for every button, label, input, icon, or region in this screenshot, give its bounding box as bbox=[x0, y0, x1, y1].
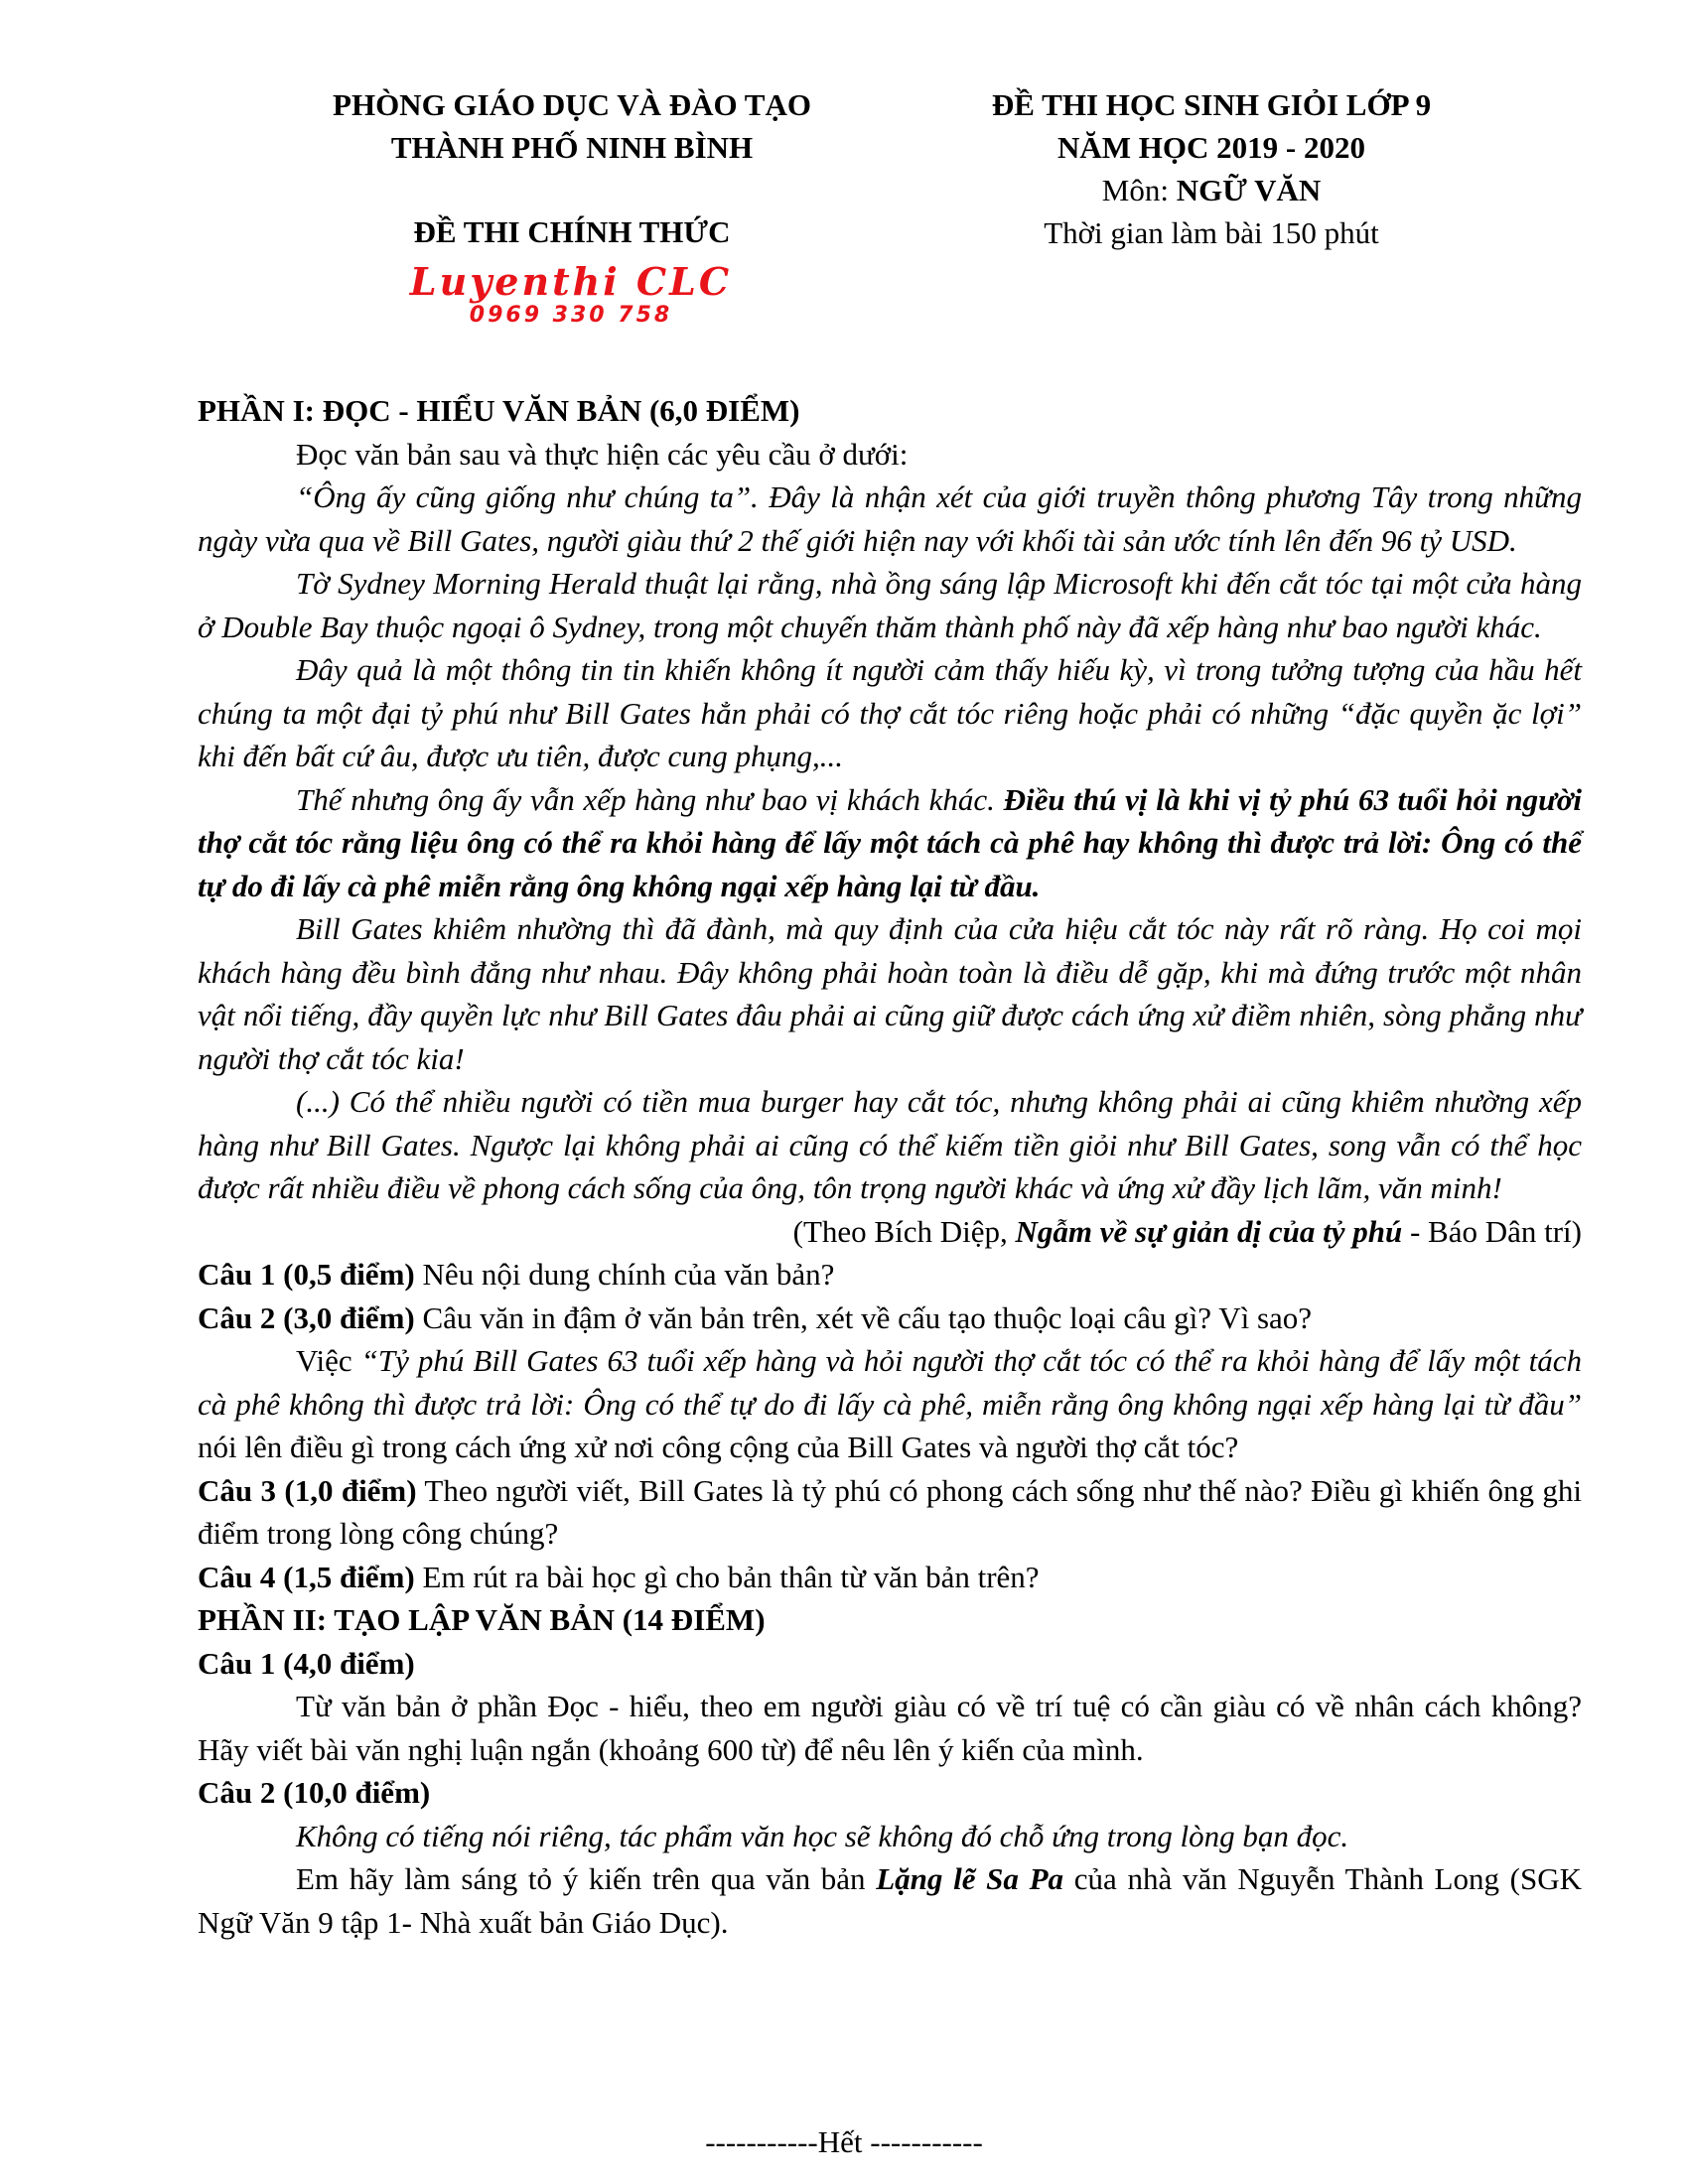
question-4-label: Câu 4 (1,5 điểm) bbox=[198, 1559, 415, 1594]
essay-2-label: Câu 2 (10,0 điểm) bbox=[198, 1775, 431, 1810]
question-3 bbox=[198, 1469, 1582, 1556]
passage-paragraph-4 bbox=[198, 778, 1582, 908]
essay-2-prompt bbox=[198, 1857, 1582, 1944]
question-2 bbox=[198, 1297, 1582, 1340]
question-3-label: Câu 3 (1,0 điểm) bbox=[198, 1472, 417, 1508]
logo-phone: 0969 330 758 bbox=[469, 303, 673, 328]
question-3-text: Theo người viết, Bill Gates là tỷ phú có phong cách sống như thế nào? Điều gì khiến ông ghi điểm trong lòng công chúng? bbox=[198, 1472, 1582, 1551]
essay-2-suffix: của nhà văn Nguyễn Thành Long (SGK Ngữ Văn 9 tập 1- Nhà xuất bản Giáo Dục). bbox=[198, 1861, 1582, 1940]
passage-4-plain: Thế nhưng ông ấy vẫn xếp hàng như bao vị khách khác. bbox=[296, 781, 1004, 817]
subject-name: NGỮ VĂN bbox=[1176, 173, 1322, 207]
essay-2-quote: Không có tiếng nói riêng, tác phẩm văn học sẽ không đó chỗ ứng trong lòng bạn đọc. bbox=[296, 1818, 1349, 1853]
question-4 bbox=[198, 1556, 1582, 1599]
question-2-text: Câu văn in đậm ở văn bản trên, xét về cấu tạo thuộc loại câu gì? Vì sao? bbox=[414, 1299, 1313, 1335]
header-left bbox=[294, 83, 850, 253]
source-prefix: (Theo Bích Diệp, bbox=[792, 1213, 1016, 1249]
question-1 bbox=[198, 1253, 1582, 1297]
subject-label: Môn: bbox=[1101, 173, 1177, 207]
part1-instruction: Đọc văn bản sau và thực hiện các yêu cầu ở dưới: bbox=[296, 436, 909, 472]
essay-1-label: Câu 1 (4,0 điểm) bbox=[198, 1645, 415, 1681]
passage-paragraph-5: Bill Gates khiêm nhường thì đã đành, mà quy định của cửa hiệu cắt tóc này rất rõ ràng. Họ coi mọi khách hàng đều bình đẳng như nhau. Đây không phải hoàn toàn là điều dễ gặp, khi mà đứng trước một nhân vật nổi tiếng, đầy quyền lực như Bill Gates đâu phải ai cũng giữ được cách ứng xử điềm nhiên, sòng phẳng như người thợ cắt tóc kia! bbox=[198, 911, 1582, 1076]
end-marker: -----------Hết ----------- bbox=[705, 2124, 983, 2159]
question-2b-quote: “Tỷ phú Bill Gates 63 tuổi xếp hàng và hỏi người thợ cắt tóc có thể ra khỏi hàng để lấy một tách cà phê không thì được trả lời: Ông có thể tự do đi lấy cà phê, miễn rằng ông không ngại xếp hàng lại từ đầu” bbox=[198, 1343, 1582, 1422]
exam-title: ĐỀ THI HỌC SINH GIỎI LỚP 9 bbox=[991, 87, 1432, 122]
official-exam-label: ĐỀ THI CHÍNH THỨC bbox=[413, 214, 731, 249]
school-year: NĂM HỌC 2019 - 2020 bbox=[1057, 130, 1365, 165]
essay-2-prefix: Em hãy làm sáng tỏ ý kiến trên qua văn bản bbox=[296, 1861, 877, 1896]
part1-heading: PHẦN I: ĐỌC - HIỂU VĂN BẢN (6,0 ĐIỂM) bbox=[198, 393, 800, 428]
passage-4-bold-sentence: Điều thú vị là khi vị tỷ phú 63 tuổi hỏi người thợ cắt tóc rằng liệu ông có thể ra khỏi hàng để lấy một tách cà phê hay không thì được trả lời: Ông có thể tự do đi lấy cà phê miễn rằng ông không ngại xếp hàng lại từ đầu. bbox=[198, 781, 1582, 903]
exam-body bbox=[198, 389, 1582, 1944]
header-right bbox=[953, 83, 1470, 254]
passage-paragraph-3: Đây quả là một thông tin tin khiến không ít người cảm thấy hiếu kỳ, vì trong tưởng tượng của hầu hết chúng ta một đại tỷ phú như Bill Gates hẳn phải có thợ cắt tóc riêng hoặc phải có những “đặc quyền ặc lợi” khi đến bất cứ âu, được ưu tiên, được cung phụng,... bbox=[198, 652, 1582, 773]
passage-source bbox=[198, 1210, 1582, 1254]
passage-paragraph-6: (...) Có thể nhiều người có tiền mua burger hay cắt tóc, nhưng không phải ai cũng khiêm nhường xếp hàng như Bill Gates. Ngược lại không phải ai cũng có thể kiếm tiền giỏi như Bill Gates, song vẫn có thể học được rất nhiều điều về phong cách sống của ông, tôn trọng người khác và ứng xử đầy lịch lãm, văn minh! bbox=[198, 1084, 1582, 1205]
question-1-label: Câu 1 (0,5 điểm) bbox=[198, 1257, 415, 1292]
question-2-followup bbox=[198, 1339, 1582, 1469]
question-4-text: Em rút ra bài học gì cho bản thân từ văn bản trên? bbox=[414, 1559, 1040, 1594]
department-name: PHÒNG GIÁO DỤC VÀ ĐÀO TẠO bbox=[333, 87, 811, 122]
question-1-text: Nêu nội dung chính của văn bản? bbox=[414, 1257, 835, 1292]
part2-heading: PHẦN II: TẠO LẬP VĂN BẢN (14 ĐIỂM) bbox=[198, 1602, 766, 1637]
watermark-logo bbox=[402, 260, 740, 328]
question-2b-prefix: Việc bbox=[296, 1343, 361, 1378]
city-name: THÀNH PHỐ NINH BÌNH bbox=[390, 130, 754, 165]
subject-line bbox=[953, 169, 1470, 211]
question-2-label: Câu 2 (3,0 điểm) bbox=[198, 1299, 415, 1335]
logo-name: Luyenthi CLC bbox=[409, 259, 733, 304]
essay-1-prompt: Từ văn bản ở phần Đọc - hiểu, theo em người giàu có về trí tuệ có cần giàu có về nhân cách không? Hãy viết bài văn nghị luận ngắn (khoảng 600 từ) để nêu lên ý kiến của mình. bbox=[198, 1689, 1582, 1767]
passage-paragraph-1: “Ông ấy cũng giống như chúng ta”. Đây là nhận xét của giới truyền thông phương Tây trong những ngày vừa qua về Bill Gates, người giàu thứ 2 thế giới hiện nay với khối tài sản ước tính lên đến 96 tỷ USD. bbox=[198, 479, 1582, 558]
passage-paragraph-2: Tờ Sydney Morning Herald thuật lại rằng, nhà ồng sáng lập Microsoft khi đến cắt tóc tại một cửa hàng ở Double Bay thuộc ngoại ô Sydney, trong một chuyến thăm thành phố này đã xếp hàng như bao người khác. bbox=[198, 566, 1582, 644]
time-limit: Thời gian làm bài 150 phút bbox=[1044, 215, 1379, 250]
source-title: Ngẫm về sự giản dị của tỷ phú bbox=[1015, 1213, 1403, 1249]
source-suffix: - Báo Dân trí) bbox=[1402, 1213, 1582, 1249]
question-2b-suffix: nói lên điều gì trong cách ứng xử nơi công cộng của Bill Gates và người thợ cắt tóc? bbox=[198, 1430, 1239, 1464]
essay-2-work-title: Lặng lẽ Sa Pa bbox=[876, 1861, 1064, 1896]
